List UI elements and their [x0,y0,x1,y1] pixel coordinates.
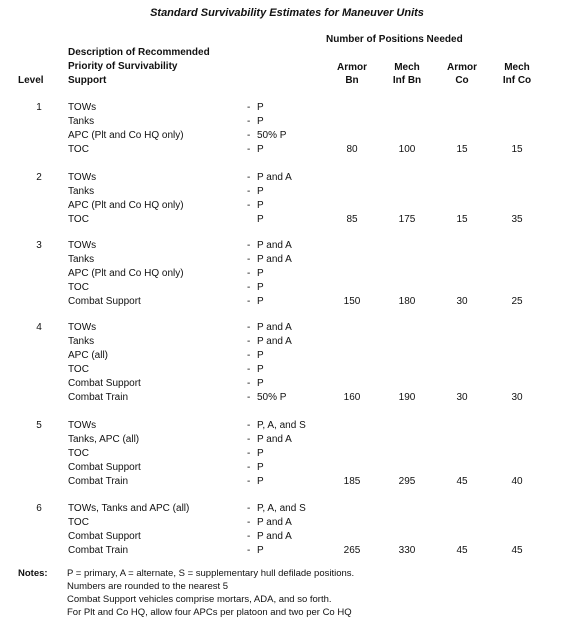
level-number: 4 [36,322,42,333]
support-item: TOWs [68,322,97,333]
priority-code: P [257,377,264,389]
row-dash: - [247,199,251,211]
row-dash: - [247,433,251,445]
positions-needed-header: Number of Positions Needed [326,34,463,45]
description-header-line: Support [68,75,107,86]
position-count: 45 [456,544,468,556]
support-item: TOWs [68,420,97,431]
description-header-line: Priority of Survivability [68,61,178,72]
support-item: Tanks [68,253,95,265]
note-line: For Plt and Co HQ, allow four APCs per platoon and two per Co HQ [67,607,352,618]
row-dash: - [247,475,251,487]
support-item: Tanks [68,185,95,197]
position-count: 295 [398,475,416,487]
row-dash: - [247,253,251,265]
support-item: TOC [68,281,89,293]
priority-code: P [257,199,264,211]
row-dash: - [247,363,251,375]
row-dash: - [247,503,251,514]
priority-code: P and A [257,322,292,333]
row-dash: - [247,129,251,141]
support-item: Tanks [68,335,95,347]
position-count: 180 [398,295,416,307]
priority-code: P [257,213,264,225]
row-dash: - [247,447,251,459]
support-item: TOC [68,143,89,155]
support-item: TOC [68,213,89,225]
support-item: Tanks, APC (all) [68,433,140,445]
support-item: Combat Support [68,377,141,389]
note-line: P = primary, A = alternate, S = supplementary hull defilade positions. [67,568,355,579]
position-count: 185 [343,475,361,487]
row-dash: - [247,143,251,155]
priority-code: P and A [257,516,292,528]
priority-code: P [257,102,264,113]
support-item: APC (all) [68,349,109,361]
support-item: TOWs [68,172,97,183]
row-dash: - [247,281,251,293]
row-dash: - [247,115,251,127]
support-item: APC (Plt and Co HQ only) [68,267,184,279]
position-count: 160 [343,391,361,403]
position-count: 150 [343,295,361,307]
level-number: 3 [36,240,42,251]
row-dash: - [247,530,251,542]
priority-code: 50% P [257,129,287,141]
priority-code: P [257,461,264,473]
position-count: 80 [346,143,358,155]
priority-code: P and A [257,253,292,265]
position-count: 15 [456,143,468,155]
priority-code: P and A [257,172,292,183]
support-item: TOC [68,363,89,375]
column-header-line2: Inf Bn [392,75,422,86]
note-line: Combat Support vehicles comprise mortars, ADA, and so forth. [67,594,332,605]
support-item: TOWs, Tanks and APC (all) [68,503,190,514]
level-number: 1 [36,102,42,113]
priority-code: 50% P [257,391,287,403]
position-count: 40 [511,475,523,487]
priority-code: P [257,349,264,361]
row-dash: - [247,349,251,361]
priority-code: P [257,447,264,459]
position-count: 330 [398,544,416,556]
level-number: 5 [36,420,42,431]
row-dash: - [247,420,251,431]
support-item: Combat Train [68,475,129,487]
page-title: Standard Survivability Estimates for Maneuver Units [150,7,424,19]
row-dash: - [247,102,251,113]
support-item: TOC [68,516,89,528]
priority-code: P and A [257,530,292,542]
support-item: Combat Support [68,530,141,542]
position-count: 190 [398,391,416,403]
row-dash: - [247,391,251,403]
row-dash: - [247,544,251,556]
level-number: 6 [36,503,42,514]
position-count: 30 [456,391,468,403]
priority-code: P and A [257,240,292,251]
priority-code: P [257,115,264,127]
support-item: Combat Support [68,295,141,307]
position-count: 35 [511,213,523,225]
row-dash: - [247,377,251,389]
position-count: 45 [511,544,523,556]
position-count: 15 [456,213,468,225]
support-item: Combat Support [68,461,141,473]
row-dash: - [247,240,251,251]
priority-code: P, A, and S [257,503,306,514]
column-header-line1: Armor [336,62,367,73]
row-dash: - [247,185,251,197]
priority-code: P [257,544,264,556]
row-dash: - [247,335,251,347]
row-dash: - [247,295,251,307]
priority-code: P, A, and S [257,420,306,431]
support-item: TOWs [68,102,97,113]
priority-code: P and A [257,335,292,347]
priority-code: P [257,143,264,155]
position-count: 30 [456,295,468,307]
priority-code: P and A [257,433,292,445]
position-count: 15 [511,143,523,155]
support-item: APC (Plt and Co HQ only) [68,199,184,211]
support-item: Tanks [68,115,95,127]
priority-code: P [257,295,264,307]
priority-code: P [257,185,264,197]
column-header-line1: Armor [446,62,477,73]
level-header: Level [18,75,44,86]
row-dash: - [247,516,251,528]
position-count: 25 [511,295,523,307]
position-count: 85 [346,213,358,225]
position-count: 175 [398,213,416,225]
position-count: 45 [456,475,468,487]
priority-code: P [257,475,264,487]
support-item: APC (Plt and Co HQ only) [68,129,184,141]
column-header-line1: Mech [504,62,530,73]
priority-code: P [257,281,264,293]
priority-code: P [257,363,264,375]
support-item: TOC [68,447,89,459]
support-item: TOWs [68,240,97,251]
row-dash: - [247,322,251,333]
notes-label: Notes: [18,568,48,579]
position-count: 100 [398,143,416,155]
support-item: Combat Train [68,391,129,403]
column-header-line2: Bn [345,75,359,86]
position-count: 265 [343,544,361,556]
row-dash: - [247,267,251,279]
row-dash: - [247,461,251,473]
row-dash: - [247,172,251,183]
column-header-line2: Co [455,75,469,86]
description-header-line: Description of Recommended [68,47,210,58]
note-line: Numbers are rounded to the nearest 5 [67,581,229,592]
support-item: Combat Train [68,544,129,556]
column-header-line1: Mech [394,62,420,73]
priority-code: P [257,267,264,279]
column-header-line2: Inf Co [502,75,532,86]
level-number: 2 [36,172,42,183]
position-count: 30 [511,391,523,403]
